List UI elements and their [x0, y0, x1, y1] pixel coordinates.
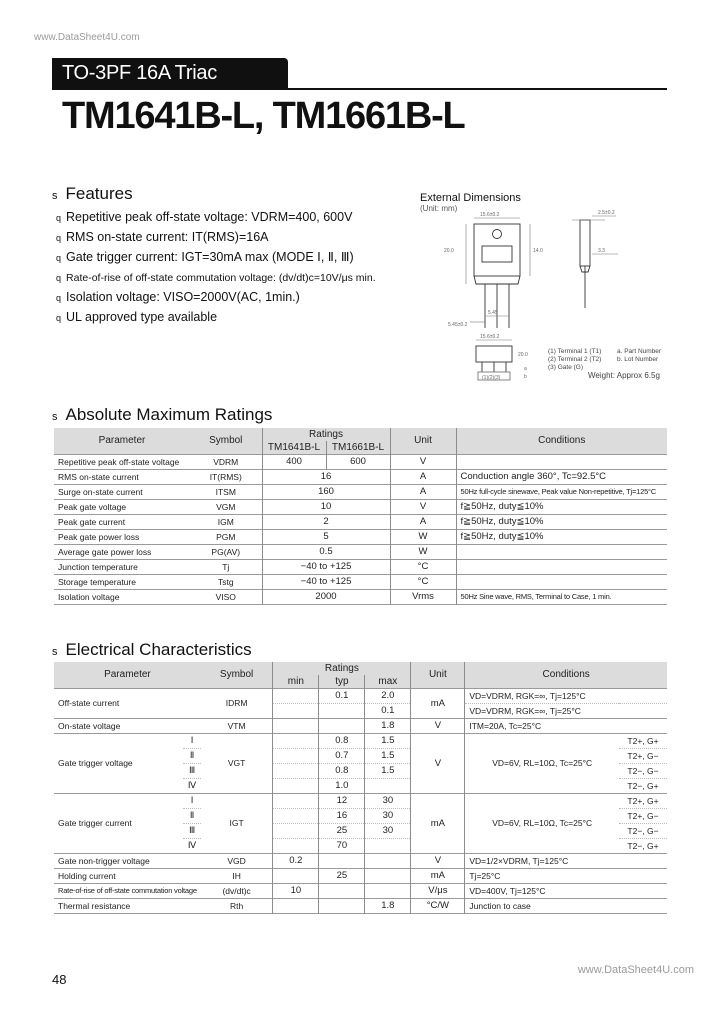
row-symbol: VGD: [227, 855, 246, 866]
ec-header-unit: Unit: [411, 662, 465, 688]
row-conditions: 50Hz Sine wave, RMS, Terminal to Case, 1 min.: [456, 589, 667, 604]
row-symbol: VDRM: [213, 456, 239, 467]
row-symbol: IGM: [217, 516, 234, 527]
features-heading-text: Features: [65, 184, 133, 203]
row-min: [273, 823, 319, 838]
row-parameter: Off-state current: [58, 698, 120, 708]
svg-text:a: a: [524, 366, 527, 372]
row-max: [365, 778, 411, 793]
row-unit: °C: [390, 574, 456, 589]
table-row: [54, 499, 667, 514]
feature-text: Rate-of-rise of off-state commutation voltage: (dv/dt)c=10V/μs min.: [66, 272, 376, 284]
row-mode: Ⅱ: [189, 810, 195, 820]
row-max: [365, 853, 411, 868]
row-min: [273, 793, 319, 808]
pin-key-3: (3) Gate (G): [548, 364, 584, 371]
row-symbol: IT(RMS): [209, 471, 242, 482]
row-conditions: Conduction angle 360°, Tc=92.5°C: [456, 469, 667, 484]
row-conditions: [456, 454, 667, 469]
ec-header-conditions: Conditions: [465, 662, 667, 688]
row-typ: 12: [319, 793, 365, 808]
svg-text:15.6±0.2: 15.6±0.2: [480, 334, 500, 340]
table-row: [54, 544, 667, 559]
table-row: [54, 718, 667, 733]
features-list: [56, 208, 376, 328]
part-numbers-title: TM1641B-L, TM1661B-L: [62, 95, 465, 137]
pin-key-lot-number: b. Lot Number: [617, 356, 659, 363]
row-parameter: RMS on-state current: [58, 471, 139, 482]
row-typ: 1.0: [319, 778, 365, 793]
row-unit: mA: [411, 868, 465, 883]
feature-text: Repetitive peak off-state voltage: VDRM=400, 600V: [66, 210, 353, 224]
ec-heading: [52, 640, 252, 660]
row-rating: 0.5: [262, 544, 390, 559]
row-conditions: VD=VDRM, RGK=∞, Tj=125°C: [465, 688, 667, 703]
row-rating: 2: [262, 514, 390, 529]
row-unit: V/μs: [411, 883, 465, 898]
feature-item: [56, 228, 376, 248]
row-mode: Ⅳ: [187, 780, 197, 790]
feature-item: [56, 248, 376, 268]
row-parameter: Surge on-state current: [58, 486, 143, 497]
row-symbol: ITSM: [215, 486, 236, 497]
row-unit: V: [411, 718, 465, 733]
ec-header-parameter: Parameter: [54, 662, 201, 688]
ec-header-min: min: [273, 675, 319, 688]
row-rating: −40 to +125: [262, 574, 390, 589]
feature-item: [56, 268, 376, 288]
row-polarity: T2−, G−: [627, 825, 659, 836]
package-side-view: [580, 220, 590, 266]
table-row: [54, 514, 667, 529]
row-conditions: VD=400V, Tj=125°C: [465, 883, 667, 898]
row-parameter: Rate-of-rise of off-state commutation voltage: [58, 886, 197, 895]
row-max: 0.1: [365, 703, 411, 718]
watermark-bottom: www.DataSheet4U.com: [577, 964, 694, 976]
row-rating: 160: [262, 484, 390, 499]
row-conditions: VD=VDRM, RGK=∞, Tj=25°C: [465, 703, 667, 718]
feature-text: UL approved type available: [66, 310, 218, 324]
amr-header-ratings: Ratings: [262, 428, 390, 441]
row-unit: V: [390, 454, 456, 469]
amr-header-parameter: Parameter: [54, 428, 190, 454]
row-parameter: Holding current: [58, 870, 116, 881]
row-max: 1.8: [365, 718, 411, 733]
table-row: [54, 868, 667, 883]
row-typ: 0.8: [319, 763, 365, 778]
row-conditions: ITM=20A, Tc=25°C: [465, 718, 667, 733]
absolute-maximum-ratings-table: [54, 428, 667, 605]
svg-text:20.0: 20.0: [518, 352, 528, 358]
row-unit: mA: [411, 688, 465, 718]
pin-key-part-number: a. Part Number: [617, 348, 662, 355]
mounting-hole: [493, 230, 502, 239]
dimensions-unit: (Unit: mm): [420, 204, 458, 213]
svg-text:5.45: 5.45: [488, 310, 498, 316]
table-row: [54, 898, 667, 913]
row-polarity: T2+, G+: [627, 735, 659, 746]
pin-key-2: (2) Terminal 2 (T2): [548, 356, 602, 363]
row-max: 1.5: [365, 748, 411, 763]
amr-header-unit: Unit: [390, 428, 456, 454]
feature-bullet: q: [56, 233, 62, 243]
row-max: 1.8: [365, 898, 411, 913]
row-mode: Ⅳ: [187, 840, 197, 850]
row-typ: [319, 898, 365, 913]
electrical-characteristics-table: [54, 662, 667, 914]
table-row: [54, 733, 667, 748]
row-unit: °C: [390, 559, 456, 574]
amr-header-symbol: Symbol: [190, 428, 262, 454]
series-title: TO-3PF 16A Triac: [52, 58, 288, 88]
svg-text:20.0: 20.0: [444, 248, 454, 254]
row-min: [273, 898, 319, 913]
row-typ: 16: [319, 808, 365, 823]
amr-header-part-a: TM1641B-L: [262, 441, 326, 454]
row-min: [273, 778, 319, 793]
row-typ: 70: [319, 838, 365, 853]
row-parameter: On-state voltage: [58, 720, 121, 731]
row-typ: 25: [319, 823, 365, 838]
row-symbol: VGT: [227, 758, 246, 768]
row-min: [273, 868, 319, 883]
row-symbol: Rth: [229, 900, 244, 911]
feature-bullet: q: [56, 313, 62, 323]
row-typ: [319, 718, 365, 733]
table-row: [54, 574, 667, 589]
row-parameter: Peak gate power loss: [58, 531, 140, 542]
row-unit: A: [390, 514, 456, 529]
feature-text: Gate trigger current: IGT=30mA max (MODE Ⅰ, Ⅱ, Ⅲ): [66, 250, 354, 264]
svg-text:15.6±0.2: 15.6±0.2: [480, 212, 500, 218]
row-typ: 0.8: [319, 733, 365, 748]
row-parameter: Gate non-trigger voltage: [58, 855, 150, 866]
row-conditions: [456, 559, 667, 574]
row-typ: [319, 853, 365, 868]
row-polarity: T2+, G−: [627, 810, 659, 821]
row-rating-b: 600: [326, 454, 390, 469]
pin-key-1: (1) Terminal 1 (T1): [548, 348, 602, 355]
row-conditions: [456, 574, 667, 589]
row-max: 1.5: [365, 763, 411, 778]
row-typ: 0.1: [319, 688, 365, 703]
row-min: [273, 808, 319, 823]
row-parameter: Storage temperature: [58, 576, 136, 587]
row-parameter: Repetitive peak off-state voltage: [58, 456, 180, 467]
row-symbol: PG(AV): [211, 546, 241, 557]
row-min: [273, 733, 319, 748]
section-marker: s: [52, 646, 58, 658]
ec-header-symbol: Symbol: [201, 662, 273, 688]
feature-item: [56, 288, 376, 308]
amr-heading-text: Absolute Maximum Ratings: [65, 405, 273, 424]
row-parameter: Junction temperature: [58, 561, 138, 572]
table-row: [54, 454, 667, 469]
row-symbol: IDRM: [225, 698, 248, 708]
row-conditions: f≧50Hz, duty≦10%: [456, 499, 667, 514]
row-symbol: Tstg: [217, 576, 234, 587]
ec-heading-text: Electrical Characteristics: [65, 640, 252, 659]
row-unit: V: [411, 853, 465, 868]
row-max: 30: [365, 808, 411, 823]
row-rating: 16: [262, 469, 390, 484]
row-typ: 25: [319, 868, 365, 883]
row-typ: [319, 703, 365, 718]
package-marking-area: [482, 246, 512, 262]
feature-bullet: q: [56, 273, 62, 283]
row-parameter: Average gate power loss: [58, 546, 152, 557]
row-unit: °C/W: [411, 898, 465, 913]
row-conditions: VD=6V, RL=10Ω, Tc=25°C: [465, 793, 619, 853]
table-row: [54, 484, 667, 499]
feature-bullet: q: [56, 213, 62, 223]
feature-text: Isolation voltage: VISO=2000V(AC, 1min.): [66, 290, 300, 304]
row-symbol: Tj: [222, 561, 230, 572]
package-weight: Weight: Approx 6.5g: [588, 371, 660, 380]
svg-text:14.0: 14.0: [533, 248, 543, 254]
row-parameter: Gate trigger voltage: [58, 758, 133, 768]
page-number: 48: [52, 972, 67, 987]
section-marker: s: [52, 190, 58, 202]
row-parameter: Peak gate voltage: [58, 501, 127, 512]
row-conditions: VD=1/2×VDRM, Tj=125°C: [465, 853, 667, 868]
row-polarity: T2+, G+: [627, 795, 659, 806]
row-unit: V: [411, 733, 465, 793]
row-parameter: Gate trigger current: [58, 818, 132, 828]
ec-header-typ: typ: [319, 675, 365, 688]
package-body-outline: [474, 224, 520, 276]
row-rating: −40 to +125: [262, 559, 390, 574]
row-max: 1.5: [365, 733, 411, 748]
row-rating: 2000: [262, 589, 390, 604]
row-mode: Ⅲ: [188, 765, 196, 775]
row-unit: A: [390, 469, 456, 484]
row-symbol: VISO: [215, 591, 236, 602]
external-dimensions-title: External Dimensions: [420, 192, 521, 204]
row-rating: 10: [262, 499, 390, 514]
pin-key-legend: [617, 348, 661, 364]
svg-text:3.3: 3.3: [598, 248, 605, 254]
row-mode: Ⅰ: [190, 795, 194, 805]
row-polarity: T2−, G+: [627, 840, 659, 851]
row-conditions: Junction to case: [465, 898, 667, 913]
row-conditions: VD=6V, RL=10Ω, Tc=25°C: [465, 733, 619, 793]
row-unit: A: [390, 484, 456, 499]
features-heading: [52, 184, 133, 204]
svg-text:2.5±0.2: 2.5±0.2: [598, 210, 615, 216]
row-rating: 5: [262, 529, 390, 544]
row-polarity: T2+, G−: [627, 750, 659, 761]
table-row: [54, 469, 667, 484]
section-marker: s: [52, 411, 58, 423]
row-conditions: Tj=25°C: [465, 868, 667, 883]
row-symbol: IGT: [229, 818, 244, 828]
row-max: [365, 868, 411, 883]
row-polarity: T2−, G+: [627, 780, 659, 791]
row-typ: 0.7: [319, 748, 365, 763]
row-unit: mA: [411, 793, 465, 853]
row-parameter: Peak gate current: [58, 516, 126, 527]
row-min: [273, 718, 319, 733]
svg-text:(1)(2)(3): (1)(2)(3): [482, 375, 501, 381]
title-rule: [52, 88, 667, 90]
watermark-top: www.DataSheet4U.com: [34, 32, 140, 43]
row-min: 10: [273, 883, 319, 898]
table-row: [54, 559, 667, 574]
row-min: 0.2: [273, 853, 319, 868]
row-symbol: VGM: [216, 501, 236, 512]
table-row: [54, 688, 667, 703]
row-min: [273, 703, 319, 718]
row-symbol: (dv/dt)c: [222, 885, 251, 896]
row-mode: Ⅱ: [189, 750, 195, 760]
table-row: [54, 853, 667, 868]
row-symbol: PGM: [216, 531, 236, 542]
row-parameter: Isolation voltage: [58, 591, 120, 602]
row-unit: Vrms: [390, 589, 456, 604]
row-unit: W: [390, 529, 456, 544]
row-max: [365, 838, 411, 853]
row-typ: [319, 883, 365, 898]
row-min: [273, 838, 319, 853]
row-polarity: T2−, G−: [627, 765, 659, 776]
row-conditions: [456, 544, 667, 559]
row-max: 30: [365, 793, 411, 808]
lead-detail: [476, 346, 512, 362]
amr-header-conditions: Conditions: [456, 428, 667, 454]
svg-text:5.45±0.2: 5.45±0.2: [448, 322, 468, 328]
row-conditions: 50Hz full-cycle sinewave, Peak value Non-repetitive, Tj=125°C: [456, 484, 667, 499]
feature-item: [56, 308, 376, 328]
row-max: [365, 883, 411, 898]
table-row: [54, 883, 667, 898]
row-max: 2.0: [365, 688, 411, 703]
row-conditions: f≧50Hz, duty≦10%: [456, 514, 667, 529]
table-row: [54, 793, 667, 808]
ec-header-ratings: Ratings: [273, 662, 411, 675]
row-unit: W: [390, 544, 456, 559]
row-parameter: Thermal resistance: [58, 900, 131, 911]
row-min: [273, 763, 319, 778]
table-row: [54, 529, 667, 544]
row-symbol: IH: [232, 870, 241, 881]
feature-text: RMS on-state current: IT(RMS)=16A: [66, 230, 269, 244]
pin-key: [548, 348, 601, 372]
amr-heading: [52, 405, 272, 425]
svg-text:b: b: [524, 374, 527, 380]
feature-bullet: q: [56, 253, 62, 263]
ec-header-max: max: [365, 675, 411, 688]
row-unit: V: [390, 499, 456, 514]
row-conditions: f≧50Hz, duty≦10%: [456, 529, 667, 544]
row-rating-a: 400: [262, 454, 326, 469]
amr-header-part-b: TM1661B-L: [326, 441, 390, 454]
row-mode: Ⅲ: [188, 825, 196, 835]
table-row: [54, 589, 667, 604]
feature-bullet: q: [56, 293, 62, 303]
row-min: [273, 748, 319, 763]
row-min: [273, 688, 319, 703]
row-max: 30: [365, 823, 411, 838]
row-symbol: VTM: [227, 720, 246, 731]
row-mode: Ⅰ: [190, 735, 194, 745]
feature-item: [56, 208, 376, 228]
